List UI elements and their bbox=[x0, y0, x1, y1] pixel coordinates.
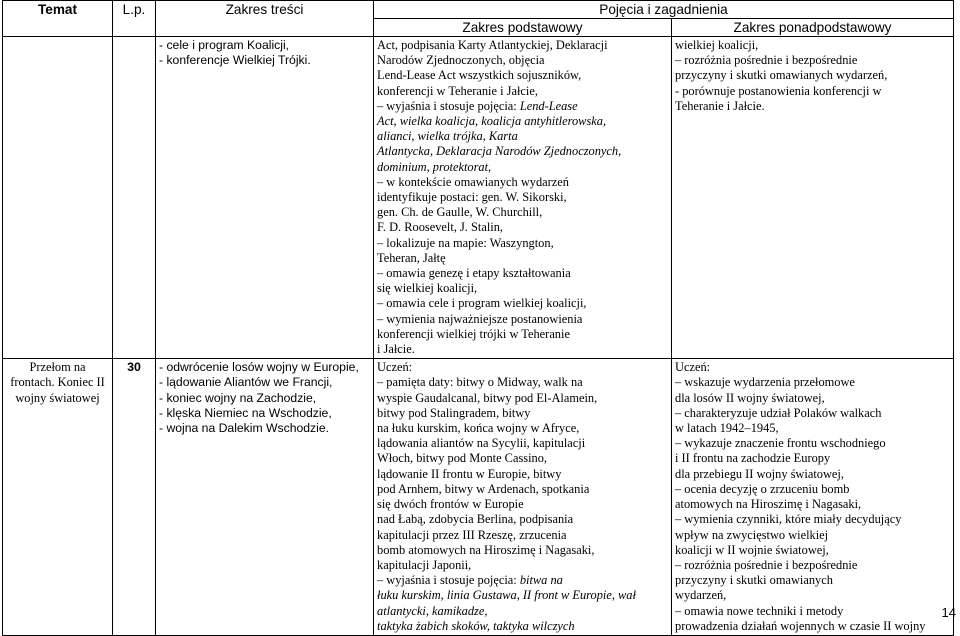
row2-podstawowy-line: bitwy pod Stalingradem, bitwy bbox=[377, 405, 531, 420]
header-pojecia: Pojęcia i zagadnienia bbox=[374, 1, 954, 19]
row1-podstawowy-line: i Jałcie. bbox=[377, 342, 415, 357]
row2-ponad-line: – wskazuje wydarzenia przełomowe bbox=[675, 375, 855, 390]
row2-tresci-line: - wojna na Dalekim Wschodzie. bbox=[159, 421, 330, 436]
row2-podstawowy-line: Uczeń: bbox=[377, 360, 413, 375]
row2-podstawowy-line: kapitulacji Japonii, bbox=[377, 557, 472, 572]
row1-podstawowy-line: – w kontekście omawianych wydarzeń bbox=[377, 174, 569, 189]
row2-tresci-line: - koniec wojny na Zachodzie, bbox=[159, 390, 317, 405]
row2-tresci-line: - odwrócenie losów wojny w Europie, bbox=[159, 360, 359, 375]
row2-ponad-line: koalicji w II wojnie światowej, bbox=[675, 542, 829, 557]
header-row-top bbox=[3, 1, 954, 19]
row2-podstawowy-line: bomb atomowych na Hiroszimę i Nagasaki, bbox=[377, 542, 595, 557]
row1-podstawowy-line: Act, podpisania Karty Atlantyckiej, Deklaracji bbox=[377, 38, 608, 52]
row1-ponad-line: Teheranie i Jałcie. bbox=[675, 98, 765, 113]
row1-podstawowy-line: konferencji w Teheranie i Jałcie, bbox=[377, 83, 538, 98]
row2-ponad-line: – charakteryzuje udział Polaków walkach bbox=[675, 405, 882, 420]
row1-podstawowy-line: – omawia cele i program wielkiej koalicji, bbox=[377, 296, 587, 311]
table-row bbox=[3, 359, 954, 636]
row2-podstawowy-line: – pamięta daty: bitwy o Midway, walk na bbox=[377, 375, 583, 390]
row2-ponad-line: w latach 1942–1945, bbox=[675, 421, 779, 436]
row2-podstawowy-line: taktyka żabich skoków, taktyka wilczych bbox=[377, 618, 575, 633]
row1-podstawowy-term: Lend-Lease bbox=[519, 98, 578, 113]
row2-podstawowy-line: pod Arnhem, bitwy w Ardenach, spotkania bbox=[377, 481, 590, 496]
row2-ponad-line: – ocenia decyzję o zrzuceniu bomb bbox=[675, 481, 850, 496]
header-zakres-tresci: Zakres treści bbox=[156, 1, 374, 37]
row1-podstawowy-line: – omawia genezę i etapy kształtowania bbox=[377, 266, 571, 281]
curriculum-table bbox=[2, 0, 954, 636]
row2-ponad-line: wydarzeń, bbox=[675, 588, 727, 603]
row1-podstawowy-line: Lend-Lease Act wszystkich sojuszników, bbox=[377, 68, 582, 83]
row2-ponad-line: – wymienia czynniki, które miały decydujący bbox=[675, 512, 902, 527]
row2-temat-line: Przełom na bbox=[29, 360, 86, 375]
header-lp: L.p. bbox=[113, 1, 156, 37]
row2-ponad-line: i II frontu na zachodzie Europy bbox=[675, 451, 831, 466]
page-number: 14 bbox=[941, 605, 956, 620]
row1-lp bbox=[113, 37, 156, 359]
row2-tresci-line: - lądowanie Aliantów we Francji, bbox=[159, 375, 333, 390]
row2-podstawowy-line: nad Łabą, zdobycia Berlina, podpisania bbox=[377, 512, 574, 527]
table-row bbox=[3, 37, 954, 359]
row1-podstawowy-line: się wielkiej koalicji, bbox=[377, 281, 478, 296]
row1-podstawowy-line: gen. Ch. de Gaulle, W. Churchill, bbox=[377, 205, 543, 220]
row1-podstawowy-line: Teheran, Jałtę bbox=[377, 250, 446, 265]
header-temat: Temat bbox=[3, 1, 113, 37]
row2-temat-line: wojny światowej bbox=[15, 390, 100, 405]
row2-zakres-ponadpodstawowy bbox=[672, 359, 954, 636]
header-zakres-podstawowy: Zakres podstawowy bbox=[374, 19, 672, 37]
row1-podstawowy-line: Atlantycka, Deklaracja Narodów Zjednoczonych, bbox=[377, 144, 622, 159]
row2-ponad-line: Uczeń: bbox=[675, 360, 711, 375]
row2-podstawowy-line: kapitulacji przez III Rzeszę, zrzucenia bbox=[377, 527, 567, 542]
row1-podstawowy-line: – wymienia najważniejsze postanowienia bbox=[377, 311, 583, 326]
row2-podstawowy-line: – wyjaśnia i stosuje pojęcia: bitwa na bbox=[377, 573, 563, 588]
row1-ponad-line: wielkiej koalicji, bbox=[675, 38, 759, 52]
row2-temat-line: frontach. Koniec II bbox=[10, 375, 105, 390]
row1-ponad-line: – rozróżnia pośrednie i bezpośrednie bbox=[675, 53, 858, 68]
row1-zakres-podstawowy bbox=[374, 37, 672, 359]
row1-podstawowy-line: – lokalizuje na mapie: Waszyngton, bbox=[377, 235, 554, 250]
row1-podstawowy-line: Act, wielka koalicja, koalicja antyhitlerowska, bbox=[377, 114, 607, 129]
row2-zakres-podstawowy bbox=[374, 359, 672, 636]
row2-tresci-line: - klęska Niemiec na Wschodzie, bbox=[159, 405, 332, 420]
row2-ponad-line: atomowych na Hiroszimę i Nagasaki, bbox=[675, 497, 862, 512]
row2-ponad-line: – rozróżnia pośrednie i bezpośrednie bbox=[675, 557, 858, 572]
row2-podstawowy-line: wyspie Gaudalcanal, bitwy pod El-Alamein, bbox=[377, 390, 598, 405]
row2-podstawowy-line: Włoch, bitwy pod Monte Cassino, bbox=[377, 451, 548, 466]
row1-ponad-line: przyczyny i skutki omawianych wydarzeń, bbox=[675, 68, 888, 83]
row2-ponad-line: prowadzenia działań wojennych w czasie II wojny bbox=[675, 618, 926, 633]
row2-podstawowy-line: się dwóch frontów w Europie bbox=[377, 497, 524, 512]
row2-lp: 30 bbox=[113, 359, 156, 636]
row2-podstawowy-line: atlantycki, kamikadze, bbox=[377, 603, 488, 618]
row2-podstawowy-line: lądowania aliantów na Sycylii, kapitulacji bbox=[377, 436, 586, 451]
row1-tresci-line: - cele i program Koalicji, bbox=[159, 38, 290, 52]
row2-podstawowy-line: łuku kurskim, linia Gustawa, II front w Europie, wał bbox=[377, 588, 636, 603]
row2-ponad-line: – omawia nowe techniki i metody bbox=[675, 603, 844, 618]
row2-ponad-line: przyczyny i skutki omawianych bbox=[675, 573, 833, 588]
header-zakres-ponadpodstawowy: Zakres ponadpodstawowy bbox=[672, 19, 954, 37]
row2-podstawowy-line: lądowanie II frontu w Europie, bitwy bbox=[377, 466, 562, 481]
row2-podstawowy-term: bitwa na bbox=[519, 573, 563, 588]
row1-podstawowy-line: – wyjaśnia i stosuje pojęcia: Lend-Lease bbox=[377, 98, 578, 113]
row1-tresci-line: - konferencje Wielkiej Trójki. bbox=[159, 53, 311, 68]
row1-podstawowy-line: dominium, protektorat, bbox=[377, 159, 492, 174]
row2-temat bbox=[3, 359, 113, 636]
row2-ponad-line: wpływ na zwycięstwo wielkiej bbox=[675, 527, 829, 542]
row2-ponad-line: dla przebiegu II wojny światowej, bbox=[675, 466, 844, 481]
row1-podstawowy-line: identyfikuje postaci: gen. W. Sikorski, bbox=[377, 190, 567, 205]
row2-ponad-line: dla losów II wojny światowej, bbox=[675, 390, 825, 405]
row2-zakres-tresci bbox=[156, 359, 374, 636]
row1-podstawowy-line: alianci, wielka trójka, Karta bbox=[377, 129, 518, 144]
row1-podstawowy-line: konferencji wielkiej trójki w Teheranie bbox=[377, 326, 570, 341]
row2-podstawowy-line: na łuku kurskim, końca wojny w Afryce, bbox=[377, 421, 580, 436]
row1-zakres-ponadpodstawowy bbox=[672, 37, 954, 359]
row2-ponad-line: – wykazuje znaczenie frontu wschodniego bbox=[675, 436, 886, 451]
row1-podstawowy-line: Narodów Zjednoczonych, objęcia bbox=[377, 53, 545, 68]
row1-zakres-tresci bbox=[156, 37, 374, 359]
row1-podstawowy-line: F. D. Roosevelt, J. Stalin, bbox=[377, 220, 504, 235]
row1-ponad-line: - porównuje postanowienia konferencji w bbox=[675, 83, 882, 98]
row1-temat bbox=[3, 37, 113, 359]
